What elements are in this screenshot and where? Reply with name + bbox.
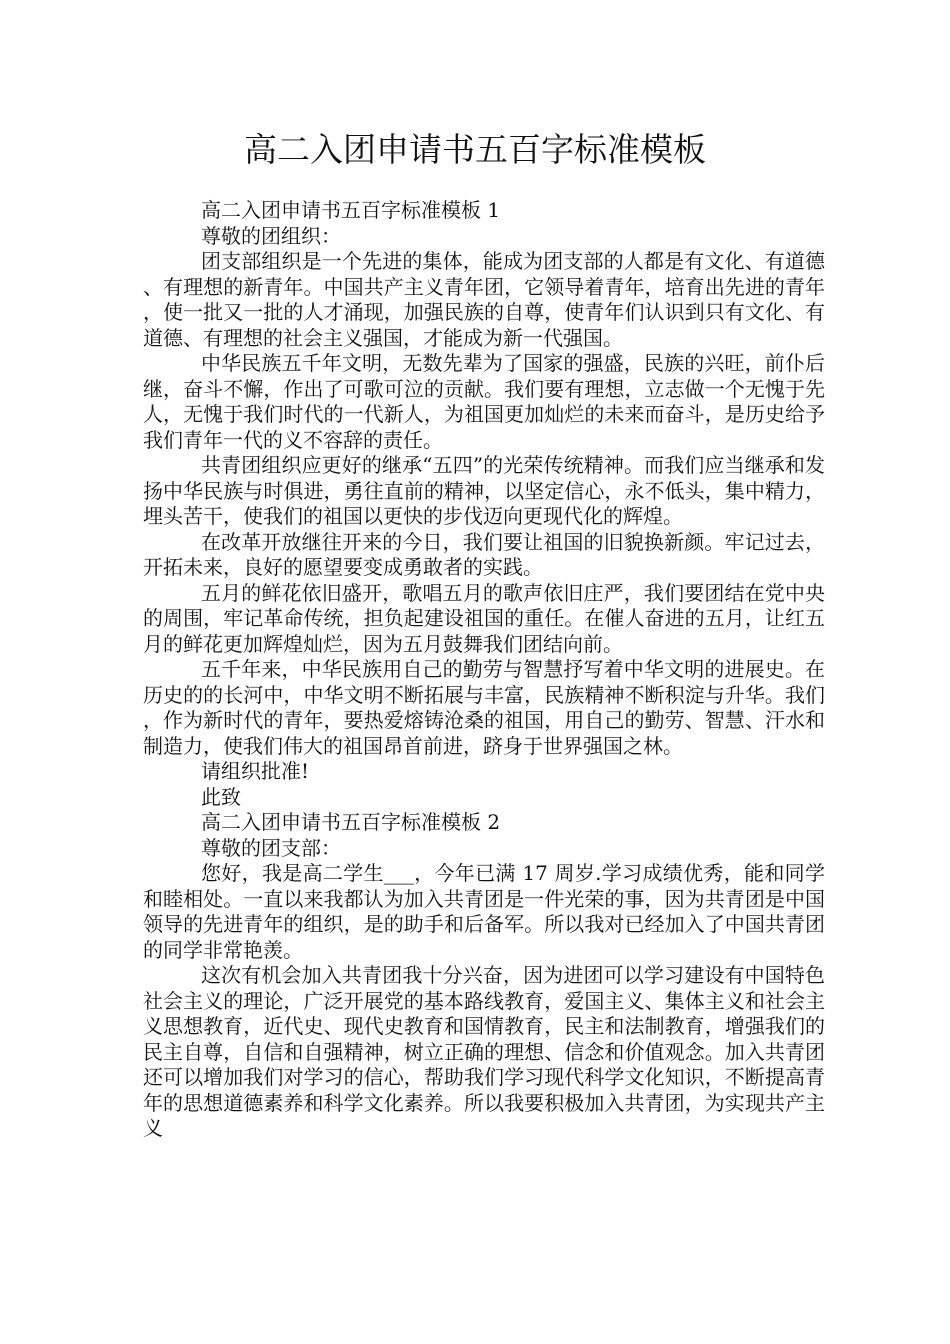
closing-salute: 此致 xyxy=(201,784,241,809)
closing-request: 请组织批准! xyxy=(201,759,310,783)
section-heading-2: 高二入团申请书五百字标准模板 2 xyxy=(201,810,501,834)
salutation-2: 尊敬的团支部： xyxy=(201,835,341,860)
body-paragraph: 您好，我是高二学生___，今年已满 17 周岁.学习成绩优秀，能和同学和睦相处。一直以来我都认为加入共青团是一件光荣的事，因为共青团是中国领导的先进青年的组织，是的助手和后备军。所以我对已经加入了中国共青团的同学非常艳羡。 xyxy=(143,861,825,962)
section-heading-1: 高二入团申请书五百字标准模板 1 xyxy=(201,198,501,222)
body-paragraph: 在改革开放继往开来的今日，我们要让祖国的旧貌换新颜。牢记过去，开拓未来，良好的愿望要变成勇敢者的实践。 xyxy=(143,529,825,579)
document-body xyxy=(143,198,825,1142)
salutation-1: 尊敬的团组织： xyxy=(201,223,341,248)
body-paragraph: 五月的鲜花依旧盛开，歌唱五月的歌声依旧庄严，我们要团结在党中央的周围，牢记革命传统，担负起建设祖国的重任。在催人奋进的五月，让红五月的鲜花更加辉煌灿烂，因为五月鼓舞我们团结向前。 xyxy=(143,580,825,656)
body-paragraph: 中华民族五千年文明，无数先辈为了国家的强盛，民族的兴旺，前仆后继，奋斗不懈，作出了可歌可泣的贡献。我们要有理想，立志做一个无愧于先人，无愧于我们时代的一代新人，为祖国更加灿烂的未来而奋斗，是历史给予我们青年一代的义不容辞的责任。 xyxy=(143,351,825,452)
body-paragraph: 五千年来，中华民族用自己的勤劳与智慧抒写着中华文明的进展史。在历史的的长河中，中华文明不断拓展与丰富，民族精神不断积淀与升华。我们，作为新时代的青年，要热爱熔铸沧桑的祖国，用自己的勤劳、智慧、汗水和制造力，使我们伟大的祖国昂首前进，跻身于世界强国之林。 xyxy=(143,657,825,758)
body-paragraph: 团支部组织是一个先进的集体，能成为团支部的人都是有文化、有道德、有理想的新青年。中国共产主义青年团，它领导着青年，培育出先进的青年，使一批又一批的人才涌现，加强民族的自尊，使青年们认识到只有文化、有道德、有理想的社会主义强国，才能成为新一代强国。 xyxy=(143,249,825,350)
body-paragraph: 共青团组织应更好的继承“五四”的光荣传统精神。而我们应当继承和发扬中华民族与时俱进，勇往直前的精神，以坚定信心，永不低头，集中精力，埋头苦干，使我们的祖国以更快的步伐迈向更现代化的辉煌。 xyxy=(143,453,825,528)
body-paragraph: 这次有机会加入共青团我十分兴奋，因为进团可以学习建设有中国特色社会主义的理论，广泛开展党的基本路线教育，爱国主义、集体主义和社会主义思想教育，近代史、现代史教育和国情教育，民主和法制教育，增强我们的民主自尊，自信和自强精神，树立正确的理想、信念和价值观念。加入共青团还可以增加我们对学习的信心，帮助我们学习现代科学文化知识，不断提高青年的思想道德素养和科学文化素养。所以我要积极加入共青团，为实现共产主义 xyxy=(143,963,825,1140)
document-title: 高二入团申请书五百字标准模板 xyxy=(244,130,706,169)
